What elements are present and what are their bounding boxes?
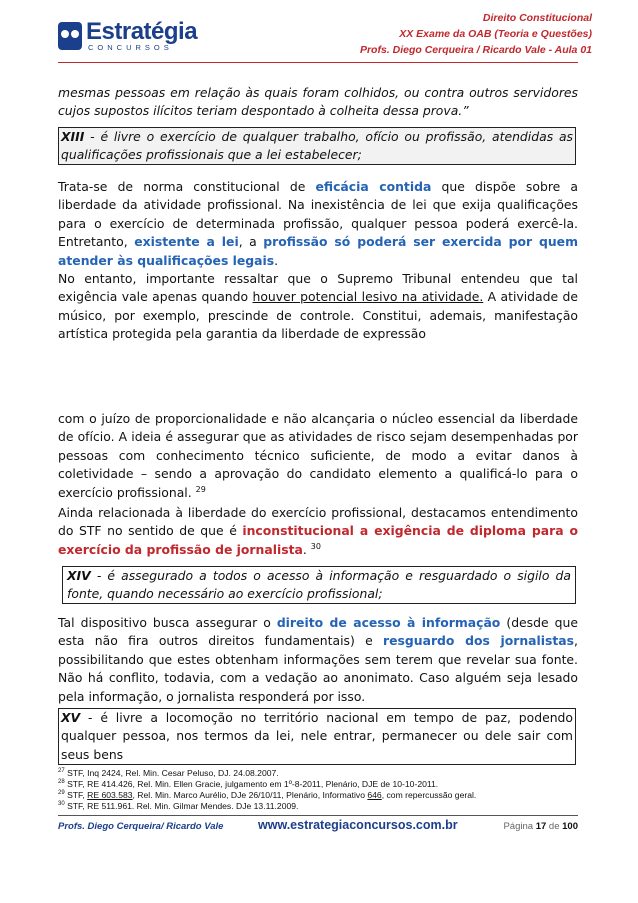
paragraph-proporcionalidade: com o juízo de proporcionalidade e não alcançaria o núcleo essencial da liberdade de ofício. A ideia é assegurar que as atividades de risco sejam desempenhadas por pessoas com conhecimento técnico suficiente, de modo a evitar danos à coletividade – sendo a aprovação do candidato elemento a qualificá-lo para o exercício profissional. $^{29}$ xyxy=(58,411,578,500)
constitution-item-xv xyxy=(58,708,576,765)
header-subject: Direito Constitucional xyxy=(482,12,592,24)
highlight-acesso-informacao: direito de acesso à informação xyxy=(276,615,501,630)
highlight-diploma-jornalista: inconstitucional a exigência de diploma para o exercício da profissão de jornalista xyxy=(58,523,578,557)
paragraph-stf-musico: No entanto, importante ressaltar que o Supremo Tribunal entendeu que tal exigência vale apenas quando houver potencial lesivo na atividade. A atividade de músico, por exemplo, prescinde de controle. Constitui, ademais, manifestação artística protegida pela garantia da liberdade de expressão xyxy=(58,271,578,342)
footnote-ref-30[interactable]: 30 xyxy=(310,541,321,551)
header-course: XX Exame da OAB (Teoria e Questões) xyxy=(399,28,592,40)
logo-sub: CONCURSOS xyxy=(88,43,173,52)
footnote-ref-29[interactable]: 29 xyxy=(195,484,206,494)
logo-brand: Estratégia xyxy=(86,18,198,45)
item-label: XIV xyxy=(67,568,91,583)
item-label: XIII xyxy=(61,129,85,144)
header-rule xyxy=(58,62,578,63)
footnote-27: $^{27}$ STF, Inq 2424, Rel. Min. Cesar Peluso, DJ. 24.08.2007. xyxy=(58,768,279,778)
underlined-potencial-lesivo: houver potencial lesivo na atividade. xyxy=(252,289,484,305)
footnote-29: $^{29}$ STF, RE 603.583, Rel. Min. Marco Aurélio, DJe 26/10/11, Plenário, Informativo 646, com repercussão geral. xyxy=(58,790,477,800)
footer-authors: Profs. Diego Cerqueira/ Ricardo Vale xyxy=(58,821,224,832)
paragraph-eficacia: Trata-se de norma constitucional de eficácia contida que dispõe sobre a liberdade da atividade profissional. Na inexistência de lei que exija qualificações para o exercício de determinada profissão, qualquer pessoa poderá exercê-la. Entretanto, existente a lei, a profissão só poderá ser exercida por quem atender às qualificações legais. xyxy=(58,179,578,268)
paragraph-acesso-informacao: Tal dispositivo busca assegurar o direito de acesso à informação (desde que esta não fira outros direitos fundamentais) e resguardo dos jornalistas, possibilitando que estes obtenham informações sem terem que revelar sua fonte. Não há conflito, todavia, com a vedação ao anonimato. Caso alguém seja lesado pela informação, o jornalista responderá por isso. xyxy=(58,615,578,704)
link-informativo-646[interactable]: 646 xyxy=(367,790,382,800)
highlight-eficacia-contida: eficácia contida xyxy=(315,179,432,194)
highlight-qualificacoes: profissão só poderá ser exercida por quem atender às qualificações legais xyxy=(58,234,578,268)
footnote-28: $^{28}$ STF, RE 414.426, Rel. Min. Ellen Gracie, julgamento em 1º-8-2011, Plenário, DJE de 10-10-2011. xyxy=(58,779,439,789)
item-text: - é livre a locomoção no território nacional em tempo de paz, podendo qualquer pessoa, nos termos da lei, nele entrar, permanecer ou dele sair com seus bens xyxy=(61,710,573,762)
owl-icon xyxy=(58,22,82,50)
page-number: Página 17 de 100 xyxy=(503,821,578,832)
header-info xyxy=(360,10,592,58)
item-text: - é assegurado a todos o acesso à informação e resguardado o sigilo da fonte, quando necessário ao exercício profissional; xyxy=(67,568,571,601)
footnote-30: $^{30}$ STF, RE 511.961. Rel. Min. Gilmar Mendes. DJe 13.11.2009. xyxy=(58,801,299,811)
footnotes xyxy=(58,768,476,812)
intro-paragraph: mesmas pessoas em relação às quais foram colhidos, ou contra outros servidores cujos supostos ilícitos teriam despontado à colheita dessa prova.” xyxy=(58,85,578,119)
item-label: XV xyxy=(61,710,81,725)
item-text: - é livre o exercício de qualquer trabalho, ofício ou profissão, atendidas as qualificações profissionais que a lei estabelecer; xyxy=(61,129,573,162)
constitution-item-xiv xyxy=(62,566,576,604)
footer-rule xyxy=(58,815,578,816)
header-authors: Profs. Diego Cerqueira / Ricardo Vale - Aula 01 xyxy=(359,44,592,56)
constitution-item-xiii xyxy=(58,127,576,165)
footer-url[interactable]: www.estrategiaconcursos.com.br xyxy=(258,818,458,832)
logo xyxy=(58,20,198,52)
highlight-resguardo-jornalistas: resguardo dos jornalistas xyxy=(383,633,575,649)
paragraph-jornalista: Ainda relacionada à liberdade do exercício profissional, destacamos entendimento do STF no sentido de que é inconstitucional a exigência de diploma para o exercício da profissão de jornalista. $^{30}$ xyxy=(58,505,578,557)
link-re-603583[interactable]: RE 603.583 xyxy=(87,790,133,800)
highlight-existente-lei: existente a lei xyxy=(134,234,239,250)
